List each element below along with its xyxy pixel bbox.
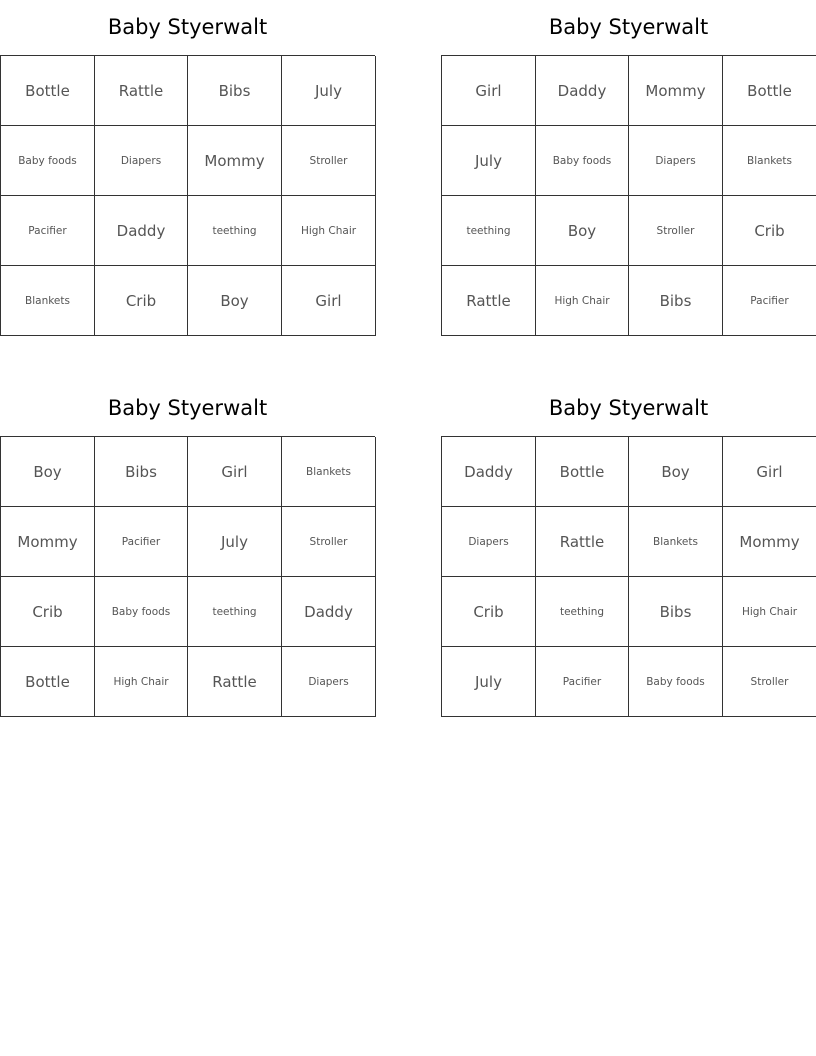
- bingo-cell: Girl: [282, 266, 376, 336]
- bingo-cell: Mommy: [723, 507, 816, 577]
- bingo-cell: Bibs: [629, 266, 723, 336]
- bingo-cell: Bibs: [188, 56, 282, 126]
- bingo-cell: Baby foods: [95, 577, 188, 647]
- bingo-cell: Bottle: [723, 56, 816, 126]
- bingo-cell: Daddy: [442, 437, 536, 507]
- bingo-grid: [441, 55, 816, 336]
- bingo-cell: Boy: [1, 437, 95, 507]
- bingo-cell: July: [188, 507, 282, 577]
- bingo-cell: Boy: [536, 196, 629, 266]
- bingo-cell: Pacifier: [536, 647, 629, 717]
- bingo-cell: High Chair: [95, 647, 188, 717]
- card-title: Baby Styerwalt: [107, 396, 268, 420]
- bingo-cell: July: [442, 647, 536, 717]
- bingo-cell: Blankets: [723, 126, 816, 196]
- bingo-cell: teething: [188, 577, 282, 647]
- bingo-cell: Baby foods: [1, 126, 95, 196]
- bingo-cell: Crib: [723, 196, 816, 266]
- bingo-cell: Baby foods: [536, 126, 629, 196]
- bingo-cell: Stroller: [723, 647, 816, 717]
- bingo-cell: Bottle: [1, 56, 95, 126]
- bingo-cell: Stroller: [282, 126, 376, 196]
- bingo-cell: Boy: [188, 266, 282, 336]
- card-title: Baby Styerwalt: [107, 15, 268, 39]
- bingo-grid: [0, 436, 375, 717]
- bingo-cell: Diapers: [629, 126, 723, 196]
- bingo-cell: Girl: [442, 56, 536, 126]
- bingo-cell: teething: [442, 196, 536, 266]
- bingo-cell: Pacifier: [723, 266, 816, 336]
- bingo-cell: Baby foods: [629, 647, 723, 717]
- bingo-card-4: [441, 381, 816, 717]
- bingo-cell: Blankets: [629, 507, 723, 577]
- bingo-cell: Girl: [723, 437, 816, 507]
- bingo-card-1: [0, 0, 375, 336]
- bingo-cell: Stroller: [282, 507, 376, 577]
- bingo-cell: Blankets: [282, 437, 376, 507]
- bingo-cell: Boy: [629, 437, 723, 507]
- bingo-cell: teething: [536, 577, 629, 647]
- bingo-cell: Diapers: [282, 647, 376, 717]
- bingo-cell: Rattle: [95, 56, 188, 126]
- bingo-cell: Blankets: [1, 266, 95, 336]
- bingo-cell: Diapers: [95, 126, 188, 196]
- bingo-cell: teething: [188, 196, 282, 266]
- bingo-cell: July: [442, 126, 536, 196]
- bingo-cell: Daddy: [282, 577, 376, 647]
- bingo-cell: Rattle: [442, 266, 536, 336]
- bingo-cell: Rattle: [188, 647, 282, 717]
- bingo-cell: Mommy: [1, 507, 95, 577]
- bingo-grid: [0, 55, 375, 336]
- bingo-cell: Pacifier: [1, 196, 95, 266]
- bingo-cell: Pacifier: [95, 507, 188, 577]
- bingo-cell: Daddy: [536, 56, 629, 126]
- bingo-cell: High Chair: [282, 196, 376, 266]
- bingo-cell: Bottle: [536, 437, 629, 507]
- card-title: Baby Styerwalt: [548, 15, 709, 39]
- bingo-card-3: [0, 381, 375, 717]
- bingo-cell: High Chair: [723, 577, 816, 647]
- bingo-cell: Crib: [1, 577, 95, 647]
- card-title: Baby Styerwalt: [548, 396, 709, 420]
- bingo-cell: Mommy: [188, 126, 282, 196]
- bingo-cell: High Chair: [536, 266, 629, 336]
- bingo-cell: Crib: [95, 266, 188, 336]
- bingo-cell: Daddy: [95, 196, 188, 266]
- bingo-cell: Bibs: [95, 437, 188, 507]
- bingo-grid: [441, 436, 816, 717]
- bingo-cell: Bottle: [1, 647, 95, 717]
- bingo-cell: Diapers: [442, 507, 536, 577]
- bingo-card-2: [441, 0, 816, 336]
- bingo-cell: July: [282, 56, 376, 126]
- bingo-cell: Rattle: [536, 507, 629, 577]
- bingo-cell: Stroller: [629, 196, 723, 266]
- bingo-cell: Mommy: [629, 56, 723, 126]
- bingo-cell: Girl: [188, 437, 282, 507]
- bingo-cell: Crib: [442, 577, 536, 647]
- bingo-cell: Bibs: [629, 577, 723, 647]
